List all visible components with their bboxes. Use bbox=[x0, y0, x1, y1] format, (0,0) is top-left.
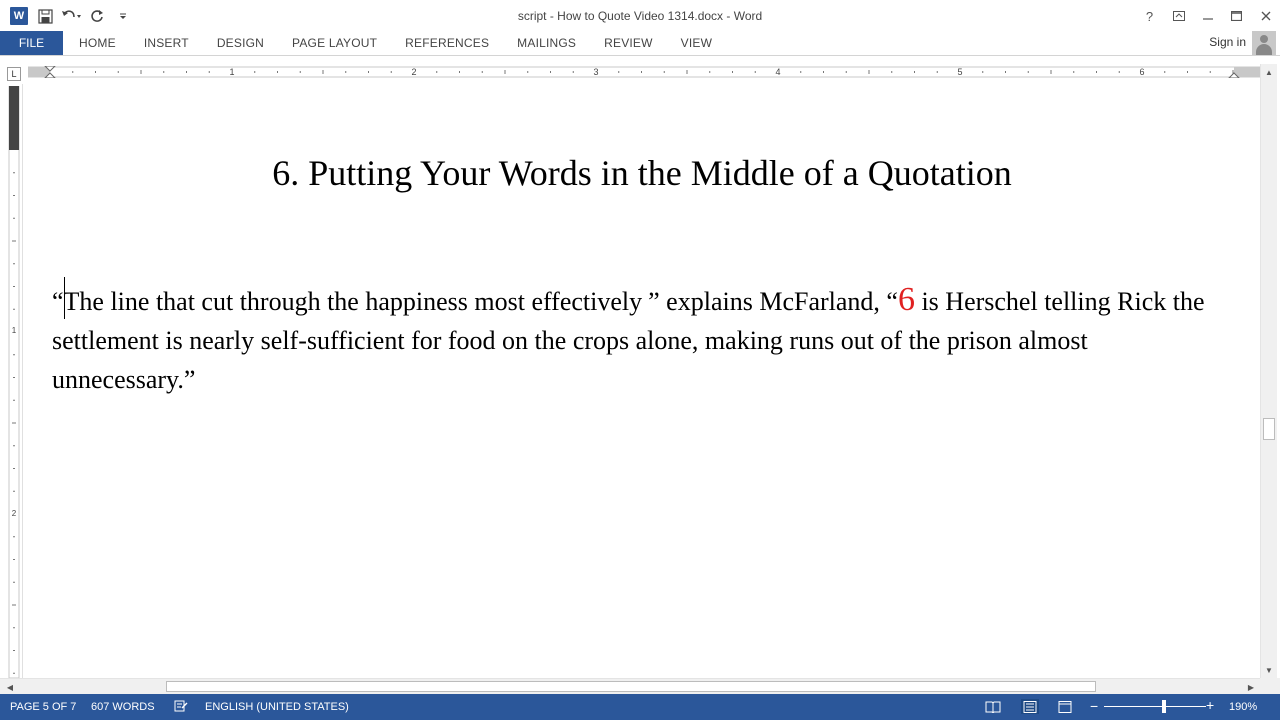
tab-insert[interactable]: INSERT bbox=[143, 36, 189, 50]
title-bar bbox=[0, 0, 1280, 32]
tab-mailings[interactable]: MAILINGS bbox=[517, 36, 577, 50]
tab-home[interactable]: HOME bbox=[79, 36, 116, 50]
tab-page-layout[interactable]: PAGE LAYOUT bbox=[292, 36, 378, 50]
vertical-ruler[interactable] bbox=[8, 86, 20, 678]
tab-review[interactable]: REVIEW bbox=[604, 36, 653, 50]
zoom-level[interactable]: 190% bbox=[1229, 701, 1258, 713]
window-controls bbox=[1135, 4, 1280, 28]
print-layout-icon[interactable] bbox=[1021, 699, 1039, 714]
zoom-slider-thumb[interactable] bbox=[1162, 700, 1166, 713]
word-logo-letter: W bbox=[10, 7, 28, 25]
scroll-up-icon[interactable]: ▲ bbox=[1265, 67, 1273, 77]
language-indicator[interactable]: ENGLISH (UNITED STATES) bbox=[205, 701, 349, 713]
status-bar bbox=[0, 694, 1280, 720]
tab-design[interactable]: DESIGN bbox=[216, 36, 265, 50]
ribbon-display-icon[interactable] bbox=[1164, 4, 1193, 28]
document-title: script - How to Quote Video 1314.docx - Word bbox=[517, 9, 763, 23]
ruler-number: 1 bbox=[229, 67, 235, 77]
help-icon[interactable]: ? bbox=[1145, 8, 1154, 24]
zoom-in-button[interactable]: + bbox=[1206, 697, 1215, 713]
avatar-body bbox=[1256, 44, 1272, 55]
document-heading[interactable]: 6. Putting Your Words in the Middle of a Quotation bbox=[272, 153, 1012, 193]
horizontal-scrollbar[interactable] bbox=[0, 678, 1260, 694]
ruler-number: 2 bbox=[411, 67, 417, 77]
word-count[interactable]: 607 WORDS bbox=[91, 701, 155, 713]
tab-view[interactable]: VIEW bbox=[680, 36, 713, 50]
ruler-number: 1 bbox=[11, 326, 17, 335]
document-paragraph[interactable] bbox=[52, 282, 1232, 399]
paragraph-text: is Herschel telling Rick the settlement is nearly self-sufficient for food on the crops alone, making runs out of the prison almost unnecessary.” bbox=[52, 287, 1205, 394]
ruler-number: 6 bbox=[1139, 67, 1145, 77]
web-layout-icon[interactable] bbox=[1056, 699, 1074, 714]
ruler-number: 3 bbox=[593, 67, 599, 77]
tab-selector[interactable]: L bbox=[7, 67, 21, 81]
sign-in-link[interactable]: Sign in bbox=[1209, 35, 1246, 49]
close-icon[interactable] bbox=[1251, 4, 1280, 28]
scrollbar-corner bbox=[1260, 678, 1280, 694]
vertical-scrollbar[interactable] bbox=[1260, 64, 1277, 678]
avatar[interactable] bbox=[1252, 31, 1276, 55]
read-mode-icon[interactable] bbox=[984, 699, 1002, 714]
document-page[interactable] bbox=[22, 84, 1260, 678]
proofing-icon[interactable] bbox=[174, 699, 188, 716]
page-indicator[interactable]: PAGE 5 OF 7 bbox=[10, 701, 77, 713]
paragraph-text: “The line that cut through the happiness most effectively bbox=[52, 287, 643, 316]
scroll-right-icon[interactable]: ▶ bbox=[1247, 682, 1255, 692]
maximize-icon[interactable] bbox=[1222, 4, 1251, 28]
vertical-scroll-thumb[interactable] bbox=[1263, 418, 1275, 440]
horizontal-ruler[interactable] bbox=[28, 66, 1260, 78]
paragraph-text: ” explains McFarland, “ bbox=[648, 287, 898, 316]
scroll-left-icon[interactable]: ◀ bbox=[6, 682, 14, 692]
avatar-head bbox=[1260, 35, 1268, 43]
highlight-number: 6 bbox=[897, 281, 915, 318]
scroll-down-icon[interactable]: ▼ bbox=[1265, 665, 1273, 675]
ruler-number: 2 bbox=[11, 509, 17, 518]
zoom-slider-track[interactable] bbox=[1104, 706, 1206, 707]
tab-file[interactable]: FILE bbox=[0, 31, 63, 55]
tab-references[interactable]: REFERENCES bbox=[405, 36, 490, 50]
ribbon-tabs bbox=[0, 31, 1280, 55]
horizontal-scroll-thumb[interactable] bbox=[166, 681, 1096, 692]
ruler-number: 4 bbox=[775, 67, 781, 77]
minimize-icon[interactable] bbox=[1193, 4, 1222, 28]
zoom-out-button[interactable]: − bbox=[1090, 698, 1099, 714]
ruler-number: 5 bbox=[957, 67, 963, 77]
